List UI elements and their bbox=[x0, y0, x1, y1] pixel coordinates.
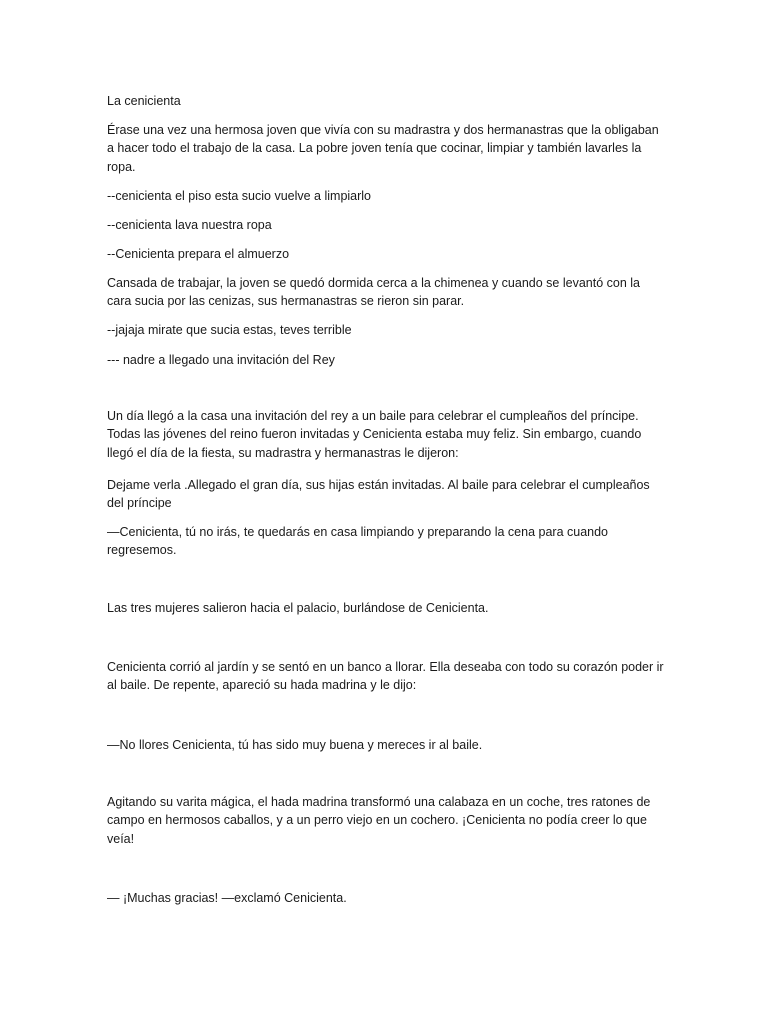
paragraph: Las tres mujeres salieron hacia el palacio, burlándose de Cenicienta. bbox=[107, 601, 489, 615]
dialogue-line: --cenicienta el piso esta sucio vuelve a limpiarlo bbox=[107, 189, 372, 203]
document-title: La cenicienta bbox=[107, 94, 181, 108]
paragraph: Dejame verla .Allegado el gran día, sus hijas están invitadas. Al baile para celebrar el cumpleaños del príncipe bbox=[107, 478, 650, 511]
dialogue-line: --- nadre a llegado una invitación del Rey bbox=[107, 353, 335, 367]
dialogue-line: --Cenicienta prepara el almuerzo bbox=[107, 247, 290, 261]
paragraph: Cenicienta corrió al jardín y se sentó en un banco a llorar. Ella deseaba con todo su corazón poder ir al baile. De repente, apareció su hada madrina y le dijo: bbox=[107, 660, 664, 693]
paragraph: Cansada de trabajar, la joven se quedó dormida cerca a la chimenea y cuando se levantó con la cara sucia por las cenizas, sus hermanastras se rieron sin parar. bbox=[107, 276, 640, 309]
dialogue-line: —No llores Cenicienta, tú has sido muy buena y mereces ir al baile. bbox=[107, 738, 483, 752]
dialogue-line: —Cenicienta, tú no irás, te quedarás en casa limpiando y preparando la cena para cuando regresemos. bbox=[107, 525, 609, 558]
dialogue-line: --jajaja mirate que sucia estas, teves terrible bbox=[107, 323, 352, 337]
paragraph: Un día llegó a la casa una invitación del rey a un baile para celebrar el cumpleaños del príncipe. Todas las jóvenes del reino fueron invitadas y Cenicienta estaba muy feliz. Sin embargo, cuando llegó el día de la fiesta, su madrastra y hermanastras le dijeron: bbox=[107, 409, 642, 460]
paragraph: Agitando su varita mágica, el hada madrina transformó una calabaza en un coche, tres ratones de campo en hermosos caballos, y a un perro viejo en un cochero. ¡Cenicienta no podía creer lo que veía! bbox=[107, 795, 651, 846]
dialogue-line: — ¡Muchas gracias! —exclamó Cenicienta. bbox=[107, 891, 347, 905]
dialogue-line: --cenicienta lava nuestra ropa bbox=[107, 218, 272, 232]
paragraph: Érase una vez una hermosa joven que vivía con su madrastra y dos hermanastras que la obligaban a hacer todo el trabajo de la casa. La pobre joven tenía que cocinar, limpiar y también lavarles la ropa. bbox=[107, 123, 659, 174]
